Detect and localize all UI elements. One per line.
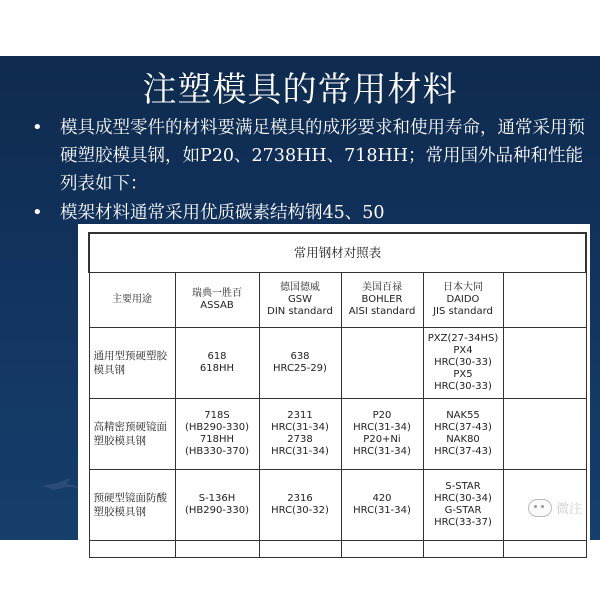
bullet-marker: • xyxy=(32,117,43,138)
assab-cell: 618 618HH xyxy=(175,328,259,399)
gsw-cell: 2316 HRC(30-32) xyxy=(259,470,341,541)
daido-cell: PXZ(27-34HS) PX4 HRC(30-33) PX5 HRC(30-33) xyxy=(423,328,503,399)
empty-cell xyxy=(423,541,503,558)
slide-title: 注塑模具的常用材料 xyxy=(142,70,458,110)
table-row xyxy=(89,399,586,470)
wechat-icon xyxy=(528,499,552,517)
assab-cell: 718S (HB290-330) 718HH (HB330-370) xyxy=(175,399,259,470)
header-cell xyxy=(503,273,586,328)
header-cell: 主要用途 xyxy=(89,273,175,328)
table-header-row xyxy=(89,273,586,328)
empty-cell xyxy=(503,541,586,558)
header-cell: 德国德威 GSW DIN standard xyxy=(259,273,341,328)
daido-cell: NAK55 HRC(37-43) NAK80 HRC(37-43) xyxy=(423,399,503,470)
table-row xyxy=(89,328,586,399)
use-cell: 通用型预硬塑胶模具钢 xyxy=(89,328,175,399)
watermark-text: 微注 xyxy=(556,502,583,517)
bohler-cell xyxy=(341,328,423,399)
empty-cell xyxy=(341,541,423,558)
bullet-text: 模具成型零件的材料要满足模具的成形要求和使用寿命，通常采用预硬塑胶模具钢，如P20、2738HH、718HH；常用国外品种和性能列表如下： xyxy=(60,118,585,194)
header-cell: 瑞典一胜百 ASSAB xyxy=(175,273,259,328)
empty-cell xyxy=(503,399,586,470)
watermark xyxy=(528,498,582,517)
header-cell: 美国百禄 BOHLER AISI standard xyxy=(341,273,423,328)
steel-comparison-table xyxy=(88,232,587,558)
daido-cell: S-STAR HRC(30-34) G-STAR HRC(33-37) xyxy=(423,470,503,541)
bohler-cell: P20 HRC(31-34) P20+Ni HRC(31-34) xyxy=(341,399,423,470)
gsw-cell: 2311 HRC(31-34) 2738 HRC(31-34) xyxy=(259,399,341,470)
header-cell: 日本大同 DAIDO JIS standard xyxy=(423,273,503,328)
empty-cell xyxy=(175,541,259,558)
bohler-cell: 420 HRC(31-34) xyxy=(341,470,423,541)
table-caption: 常用钢材对照表 xyxy=(89,233,586,273)
bullet-item xyxy=(32,199,592,227)
gsw-cell: 638 HRC25-29) xyxy=(259,328,341,399)
table-row xyxy=(89,470,586,541)
empty-cell xyxy=(503,328,586,399)
bullet-text: 模架材料通常采用优质碳素结构钢45、50 xyxy=(60,203,385,223)
table-row xyxy=(89,541,586,558)
steel-comparison-table-image xyxy=(78,224,590,544)
bullet-item xyxy=(32,114,592,198)
bullet-marker: • xyxy=(32,202,43,223)
use-cell: 预硬型镜面防酸塑胶模具钢 xyxy=(89,470,175,541)
use-cell: 高精密预硬镜面塑胶模具钢 xyxy=(89,399,175,470)
empty-cell xyxy=(89,541,175,558)
assab-cell: S-136H (HB290-330) xyxy=(175,470,259,541)
empty-cell xyxy=(259,541,341,558)
